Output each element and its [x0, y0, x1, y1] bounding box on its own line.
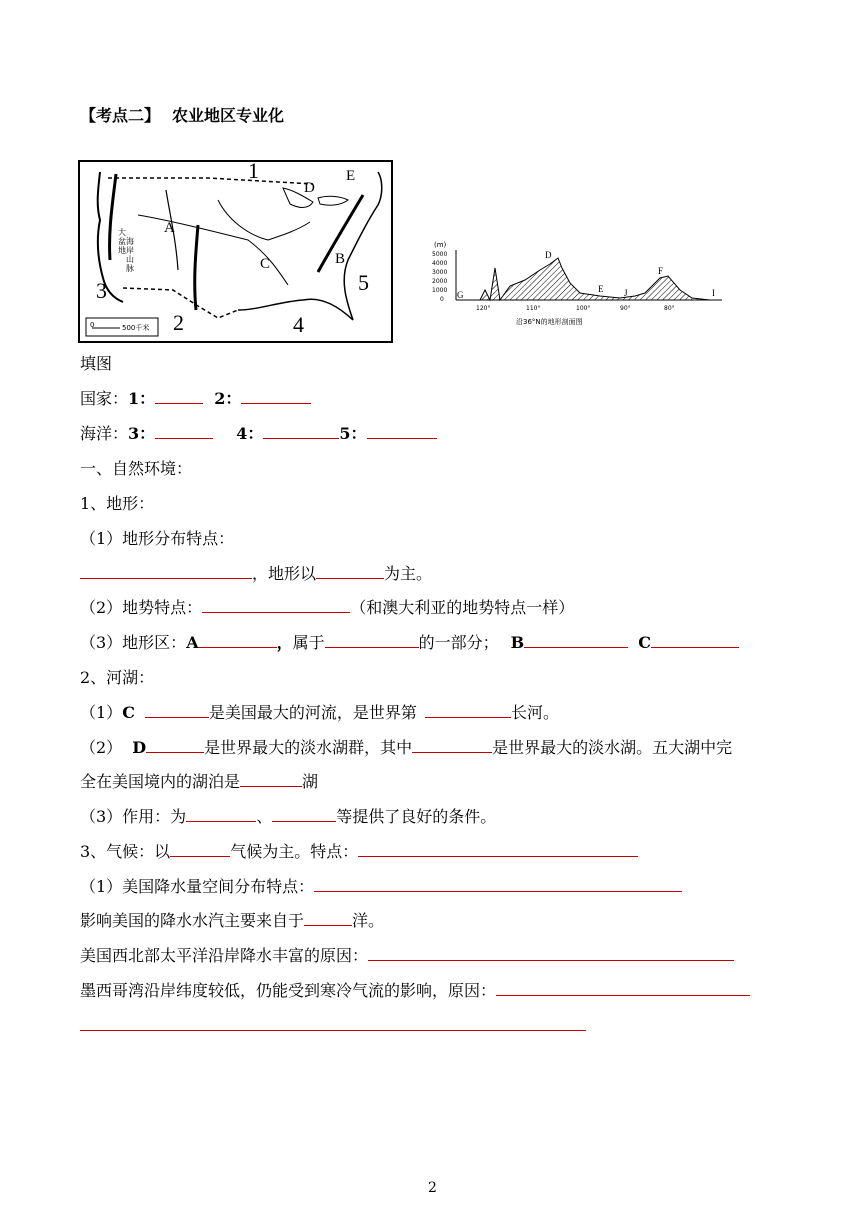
svg-text:F: F [658, 266, 664, 276]
svg-text:120°: 120° [476, 305, 491, 312]
blank-climate-features[interactable] [358, 842, 638, 857]
svg-text:5000: 5000 [432, 251, 448, 258]
svg-text:0: 0 [440, 296, 444, 303]
section-rivers: 2、河湖： [80, 668, 155, 687]
climate-q4: 墨西哥湾沿岸纬度较低，仍能受到寒冷气流的影响，原因： [80, 981, 750, 1001]
blank-largest-lake[interactable] [412, 738, 492, 753]
blank-region-c[interactable] [651, 633, 739, 648]
map-letter-d: D [304, 180, 315, 196]
svg-text:0: 0 [90, 321, 95, 329]
climate-q4-cont [80, 1016, 586, 1036]
rivers-q2-cont: 全在美国境内的湖泊是 湖 [80, 772, 319, 791]
climate-q1: （1）美国降水量空间分布特点： [80, 877, 682, 897]
svg-text:100°: 100° [576, 305, 591, 312]
svg-text:2000: 2000 [432, 278, 448, 285]
blank-ocean-5[interactable] [367, 424, 437, 439]
svg-text:90°: 90° [620, 305, 631, 312]
svg-text:E: E [598, 284, 604, 294]
svg-text:岸: 岸 [126, 246, 134, 255]
map-number-1: 1 [248, 160, 259, 183]
climate-q3: 美国西北部太平洋沿岸降水丰富的原因： [80, 946, 734, 966]
blank-ocean-4[interactable] [263, 424, 339, 439]
svg-text:山: 山 [126, 255, 134, 264]
map-number-4: 4 [293, 312, 304, 337]
terrain-q3: （3）地形区：A ，属于 的一部分； B C [80, 633, 739, 653]
svg-text:3000: 3000 [432, 269, 448, 276]
svg-text:4000: 4000 [432, 260, 448, 267]
terrain-profile [430, 238, 730, 333]
blank-slope[interactable] [202, 598, 350, 613]
svg-text:大: 大 [118, 228, 126, 237]
usa-map [78, 160, 393, 343]
rivers-q2: （2） D 是世界最大的淡水湖群，其中 是世界最大的淡水湖。五大湖中完 [80, 738, 733, 757]
svg-text:80°: 80° [664, 305, 675, 312]
heading-tag: 【考点二】 [80, 106, 161, 125]
svg-text:I: I [712, 288, 715, 298]
country-line: 国家：1： 2： [80, 389, 311, 409]
map-letter-c: C [260, 256, 271, 272]
map-number-3: 3 [96, 278, 107, 303]
blank-country-2[interactable] [241, 389, 311, 404]
terrain-q1: （1）地形分布特点： [80, 529, 235, 548]
profile-unit: (m) [434, 241, 447, 249]
map-letter-e: E [346, 168, 356, 184]
blank-moisture-ocean[interactable] [304, 911, 352, 926]
blank-us-lake[interactable] [240, 772, 302, 787]
blank-ocean-3[interactable] [155, 424, 213, 439]
blank-river-c[interactable] [145, 703, 209, 718]
map-letter-a: A [164, 220, 175, 236]
svg-text:110°: 110° [526, 305, 541, 312]
svg-text:D: D [545, 250, 552, 260]
rivers-q3: （3）作用：为 、 等提供了良好的条件。 [80, 807, 497, 826]
section-heading [80, 106, 284, 126]
profile-caption: 沿36°N的地形剖面图 [516, 318, 583, 326]
fill-label: 填图 [80, 354, 113, 373]
blank-use-1[interactable] [186, 807, 256, 822]
rivers-q1: （1）C 是美国最大的河流，是世界第 长河。 [80, 703, 559, 722]
blank-gulf-reason-2[interactable] [80, 1016, 586, 1031]
profile-x-ticks [476, 305, 675, 312]
profile-y-ticks [432, 251, 447, 303]
section-nature: 一、自然环境： [80, 459, 193, 478]
heading-title: 农业地区专业化 [172, 106, 285, 125]
section-terrain: 1、地形： [80, 494, 155, 513]
page-number: 2 [428, 1180, 437, 1196]
map-scale: 500千米 [122, 324, 150, 332]
svg-text:脉: 脉 [126, 264, 134, 273]
map-letter-b: B [335, 251, 346, 267]
blank-region-b[interactable] [524, 633, 628, 648]
blank-precip-distribution[interactable] [314, 877, 682, 892]
svg-text:地: 地 [118, 246, 126, 255]
blank-northwest-reason[interactable] [368, 946, 734, 961]
blank-river-rank[interactable] [425, 703, 511, 718]
blank-lake-d[interactable] [146, 738, 204, 753]
ocean-line: 海洋：3： 4： 5： [80, 424, 437, 444]
blank-gulf-reason[interactable] [496, 981, 750, 996]
blank-region-a-part[interactable] [325, 633, 419, 648]
svg-text:G: G [457, 290, 464, 300]
section-climate: 3、气候：以 气候为主。特点： [80, 842, 638, 862]
blank-use-2[interactable] [272, 807, 336, 822]
climate-q2: 影响美国的降水水汽主要来自于 洋。 [80, 911, 385, 930]
svg-text:海: 海 [126, 237, 134, 246]
blank-region-a[interactable] [199, 633, 277, 648]
svg-text:1000: 1000 [432, 287, 448, 294]
blank-country-1[interactable] [155, 389, 203, 404]
blank-terrain-distribution[interactable] [80, 564, 252, 579]
map-number-5: 5 [358, 270, 369, 295]
svg-text:J: J [624, 288, 628, 298]
svg-text:盆: 盆 [118, 237, 126, 246]
terrain-q1-answer: ，地形以 为主。 [80, 564, 432, 584]
blank-climate-type[interactable] [170, 842, 230, 857]
terrain-q2: （2）地势特点： （和澳大利亚的地势特点一样） [80, 598, 575, 617]
blank-terrain-main[interactable] [316, 564, 384, 579]
map-number-2: 2 [173, 310, 184, 335]
